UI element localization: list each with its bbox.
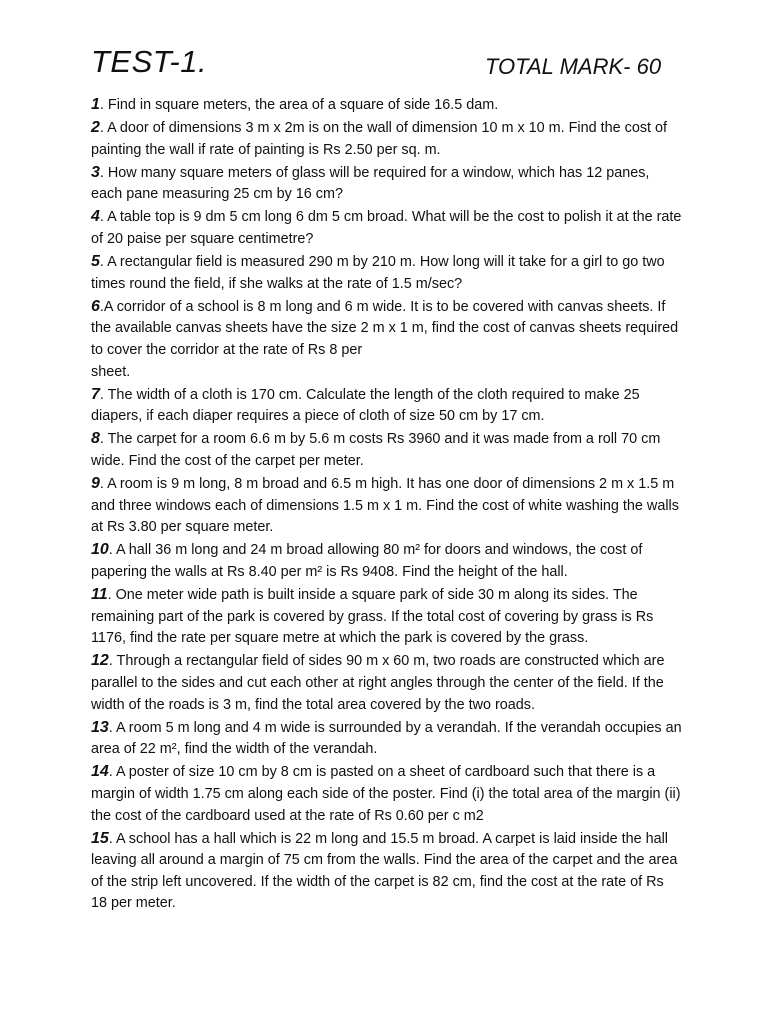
page-title: TEST-1.	[91, 44, 208, 79]
question-text: A corridor of a school is 8 m long and 6 m wide. It is to be covered with canvas sheets. If the available canvas sheets have the size 2 m x 1 m, find the cost of canvas sheets required to cover the corridor at the rate of Rs 8 per sheet.	[91, 298, 679, 380]
question-separator: .	[99, 164, 104, 181]
question-separator: .	[99, 254, 104, 271]
question-text: A table top is 9 dm 5 cm long 6 dm 5 cm broad. What will be the cost to polish it at the rate of 20 paise per square centimetre?	[91, 209, 682, 248]
question-text: A poster of size 10 cm by 8 cm is pasted on a sheet of cardboard such that there is a margin of width 1.75 cm along each side of the poster. Find (i) the total area of the margin (ii) the cost of the cardboard used at the rate of Rs 0.60 per c m2	[91, 764, 681, 824]
question-number: 1	[91, 96, 100, 113]
question-number: 5	[91, 253, 100, 271]
total-mark-label: TOTAL MARK- 60	[485, 54, 662, 79]
question-number: 9	[91, 475, 100, 493]
question-number: 10	[91, 541, 109, 559]
question-number: 4	[91, 208, 100, 226]
question-10	[91, 539, 683, 583]
question-separator: .	[107, 587, 112, 604]
question-separator: .	[108, 542, 113, 559]
question-7	[91, 384, 683, 428]
question-number: 8	[91, 430, 100, 448]
question-8	[91, 428, 683, 472]
question-3	[91, 162, 683, 206]
question-text: A hall 36 m long and 24 m broad allowing 80 m² for doors and windows, the cost of papering the walls at Rs 8.40 per m² is Rs 9408. Find the height of the hall.	[91, 542, 643, 580]
question-text: A room is 9 m long, 8 m broad and 6.5 m high. It has one door of dimensions 2 m x 1.5 m and three windows each of dimensions 1.5 m x 1 m. Find the cost of white washing the walls at Rs 3.80 per square meter.	[91, 476, 679, 536]
question-list	[91, 94, 683, 915]
question-text: A school has a hall which is 22 m long and 15.5 m broad. A carpet is laid inside the hall leaving all around a margin of 75 cm from the walls. Find the area of the carpet and the area of the strip left uncovered. If the width of the carpet is 82 cm, find the cost at the rate of Rs 18 per meter.	[91, 830, 678, 912]
question-9	[91, 473, 683, 539]
question-separator: .	[99, 431, 104, 448]
question-text: Through a rectangular field of sides 90 m x 60 m, two roads are constructed which are parallel to the sides and cut each other at right angles through the center of the field. If the width of the roads is 3 m, find the total area covered by the two roads.	[91, 653, 665, 713]
question-number: 15	[91, 829, 109, 847]
question-separator: .	[108, 764, 113, 781]
question-separator: .	[99, 97, 104, 113]
question-number: 11	[91, 586, 108, 604]
question-12	[91, 650, 683, 716]
question-11	[91, 584, 683, 650]
question-number: 12	[91, 652, 109, 670]
question-text: Find in square meters, the area of a square of side 16.5 dam.	[103, 97, 499, 113]
question-separator: .	[99, 298, 104, 315]
question-2	[91, 117, 683, 161]
question-1	[91, 94, 683, 117]
question-separator: .	[99, 476, 104, 493]
question-number: 2	[91, 119, 100, 137]
question-text: One meter wide path is built inside a square park of side 30 m along its sides. The remaining part of the park is covered by grass. If the total cost of covering by grass is Rs 1176, find the rate per square metre at which the park is covered by the grass.	[91, 587, 654, 647]
question-separator: .	[99, 209, 104, 226]
question-text: A room 5 m long and 4 m wide is surrounded by a verandah. If the verandah occupies an area of 22 m², find the width of the verandah.	[91, 719, 682, 758]
question-13	[91, 717, 683, 761]
question-number: 3	[91, 163, 100, 181]
question-number: 13	[91, 718, 109, 736]
question-separator: .	[108, 830, 113, 847]
question-14	[91, 761, 683, 827]
question-text: How many square meters of glass will be required for a window, which has 12 panes, each pane measuring 25 cm by 16 cm?	[91, 164, 650, 203]
question-number: 6	[91, 297, 100, 315]
question-text: A rectangular field is measured 290 m by 210 m. How long will it take for a girl to go two times round the field, if she walks at the rate of 1.5 m/sec?	[91, 254, 665, 292]
document-header	[91, 44, 681, 92]
question-text: A door of dimensions 3 m x 2m is on the wall of dimension 10 m x 10 m. Find the cost of painting the wall if rate of painting is Rs 2.50 per sq. m.	[91, 120, 668, 158]
question-15	[91, 828, 683, 915]
question-4	[91, 206, 683, 250]
question-number: 14	[91, 763, 109, 781]
question-separator: .	[99, 386, 104, 403]
question-6	[91, 296, 683, 383]
question-text: The width of a cloth is 170 cm. Calculate the length of the cloth required to make 25 diapers, if each diaper requires a piece of cloth of size 50 cm by 17 cm.	[91, 386, 640, 425]
question-text: The carpet for a room 6.6 m by 5.6 m costs Rs 3960 and it was made from a roll 70 cm wide. Find the cost of the carpet per meter.	[91, 431, 661, 469]
question-5	[91, 251, 683, 295]
question-separator: .	[108, 719, 113, 736]
question-separator: .	[108, 653, 113, 670]
question-number: 7	[91, 385, 100, 403]
question-separator: .	[99, 120, 104, 137]
